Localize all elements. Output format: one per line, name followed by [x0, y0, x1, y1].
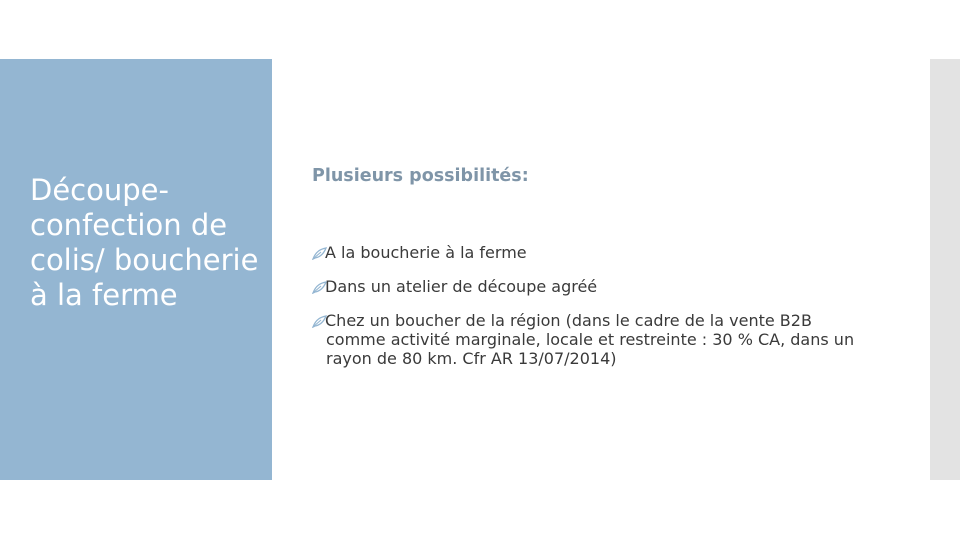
leaf-bullet-icon — [312, 315, 327, 328]
list-item-text: A la boucherie à la ferme — [325, 243, 527, 262]
list-item — [312, 243, 867, 262]
leaf-bullet-icon — [312, 281, 327, 294]
list-item-text: Chez un boucher de la région (dans le cadre de la vente B2B comme activité marginale, locale et restreinte : 30 % CA, dans un rayon de 80 km. Cfr AR 13/07/2014) — [325, 311, 855, 368]
list-item — [312, 277, 867, 296]
leaf-bullet-icon — [312, 247, 327, 260]
content-heading: Plusieurs possibilités: — [312, 166, 529, 186]
right-accent-bar — [930, 59, 960, 480]
list-item — [312, 311, 867, 368]
slide-title: Découpe-confection de colis/ boucherie à la ferme — [30, 173, 259, 312]
list-item-text: Dans un atelier de découpe agréé — [325, 277, 598, 296]
